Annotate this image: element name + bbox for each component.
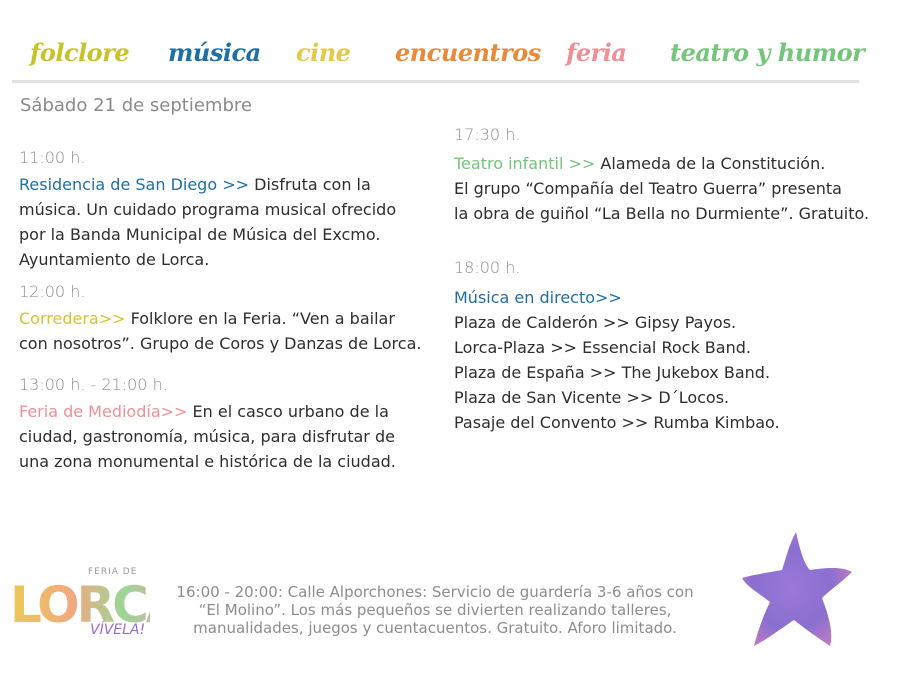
nav-item-feria[interactable]: feria (566, 38, 627, 67)
event-line: Pasaje del Convento >> Rumba Kimbao. (454, 413, 780, 432)
event-location: Feria de Mediodía>> (19, 402, 188, 421)
event-description (19, 172, 434, 272)
event-line: Disfruta con la (249, 175, 371, 194)
logo-top-text: FERIA DE (88, 567, 138, 577)
event-description (19, 306, 434, 356)
event-line: Ayuntamiento de Lorca. (19, 250, 210, 269)
event-description (454, 285, 884, 435)
event-line: una zona monumental e histórica de la ciudad. (19, 452, 396, 471)
event-location: Música en directo>> (454, 288, 622, 307)
event-line: la obra de guiñol “La Bella no Durmiente”. Gratuito. (454, 204, 870, 223)
event-line: por la Banda Municipal de Música del Excmo. (19, 225, 381, 244)
event-line: Alameda de la Constitución. (595, 154, 826, 173)
event-time: 12:00 h. (19, 282, 86, 301)
event-line: Lorca-Plaza >> Essencial Rock Band. (454, 338, 751, 357)
event-location: Teatro infantil >> (454, 154, 596, 173)
nav-item-musica[interactable]: música (168, 38, 261, 67)
event-description (19, 399, 434, 474)
event-line: Plaza de San Vicente >> D´Locos. (454, 388, 730, 407)
event-line: Plaza de España >> The Jukebox Band. (454, 363, 771, 382)
event-time: 17:30 h. (454, 125, 521, 144)
event-line: Folklore en la Feria. “Ven a bailar (125, 309, 395, 328)
event-time: 18:00 h. (454, 258, 521, 277)
nav-item-cine[interactable]: cine (296, 38, 351, 67)
nav-divider (12, 80, 859, 83)
event-line: El grupo “Compañía del Teatro Guerra” presenta (454, 179, 842, 198)
event-location: Corredera>> (19, 309, 126, 328)
event-line: En el casco urbano de la (187, 402, 389, 421)
logo-sub-text: VÍVELA! (90, 622, 146, 638)
event-location: Residencia de San Diego >> (19, 175, 250, 194)
nav-item-teatro[interactable]: teatro y humor (670, 38, 865, 67)
event-line: música. Un cuidado programa musical ofrecido (19, 200, 397, 219)
nav-item-encuentros[interactable]: encuentros (395, 38, 541, 67)
event-line: Plaza de Calderón >> Gipsy Payos. (454, 313, 737, 332)
feria-lorca-logo (10, 567, 150, 650)
event-line: con nosotros”. Grupo de Coros y Danzas de Lorca. (19, 334, 422, 353)
event-block (454, 258, 884, 435)
footer-note (170, 583, 700, 637)
event-time: 11:00 h. (19, 148, 86, 167)
event-block (19, 282, 434, 356)
event-block (19, 375, 434, 474)
right-column (454, 125, 884, 435)
star-decoration-icon (738, 528, 856, 652)
footer-line: “El Molino”. Los más pequeños se divierten realizando talleres, (198, 601, 672, 619)
footer-line: 16:00 - 20:00: Calle Alporchones: Servicio de guardería 3-6 años con (176, 583, 694, 601)
page-date: Sábado 21 de septiembre (20, 95, 252, 116)
footer-line: manualidades, juegos y cuentacuentos. Gratuito. Aforo limitado. (193, 619, 677, 637)
event-block (19, 148, 434, 272)
logo-main-text: LORC (10, 576, 146, 630)
nav-item-folclore[interactable]: folclore (30, 38, 130, 67)
event-description (454, 151, 884, 226)
left-column (19, 148, 434, 474)
event-line: ciudad, gastronomía, música, para disfrutar de (19, 427, 395, 446)
event-time: 13:00 h. - 21:00 h. (19, 375, 168, 394)
category-nav (0, 38, 899, 78)
event-block (454, 125, 884, 226)
